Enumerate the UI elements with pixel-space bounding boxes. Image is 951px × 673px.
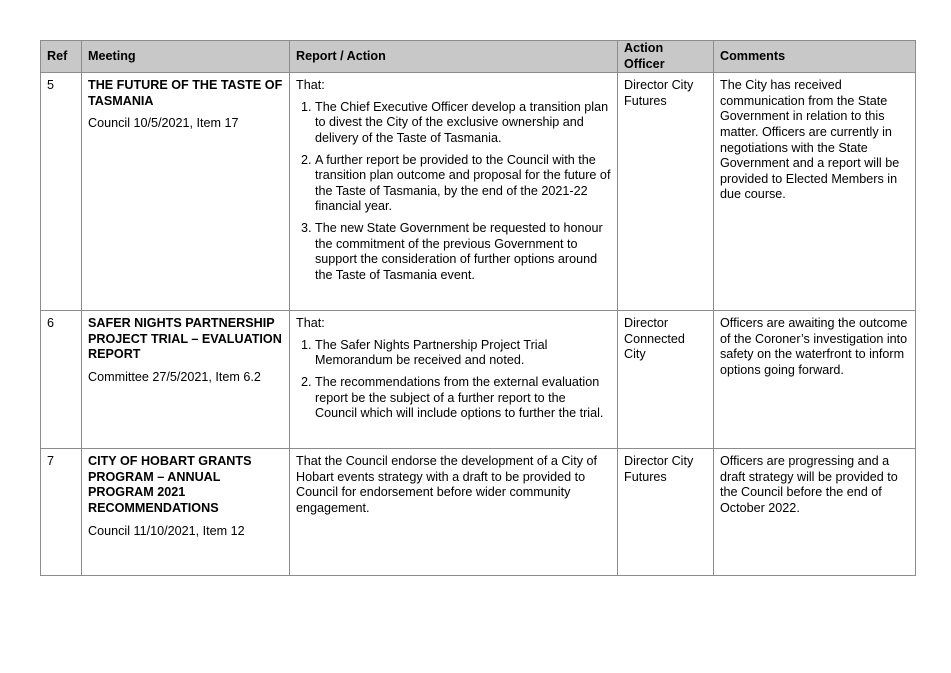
table-row	[41, 449, 916, 576]
header-action-officer-line1: Action	[624, 41, 664, 55]
report-intro: That:	[296, 78, 325, 93]
report-item: 3. The new State Government be requested to honour the commitment of the previous Government to support the consideration of further options around the Taste of Tasmania event.	[315, 221, 611, 283]
meeting-reference: Council 10/5/2021, Item 17	[88, 116, 239, 131]
meeting-title: CITY OF HOBART GRANTS PROGRAM – ANNUAL PROGRAM 2021 RECOMMENDATIONS	[88, 454, 252, 515]
cell-meeting	[82, 311, 290, 449]
header-report-action: Report / Action	[290, 41, 618, 73]
meeting-reference: Council 11/10/2021, Item 12	[88, 523, 245, 538]
cell-report-action	[290, 73, 618, 311]
cell-action-officer: Director Connected City	[618, 311, 714, 449]
report-intro: That:	[296, 316, 325, 331]
header-ref: Ref	[41, 41, 82, 73]
cell-report-action: That the Council endorse the development of a City of Hobart events strategy with a draft to be provided to Council for endorsement before wider community engagement.	[290, 449, 618, 576]
cell-comments: Officers are awaiting the outcome of the Coroner’s investigation into safety on the waterfront to inform options going forward.	[714, 311, 916, 449]
cell-ref: 6	[41, 311, 82, 449]
header-comments: Comments	[714, 41, 916, 73]
report-item-list	[296, 100, 611, 284]
cell-meeting	[82, 73, 290, 311]
action-items-table	[40, 40, 916, 576]
header-action-officer-line2: Officer	[624, 56, 665, 71]
report-item-list	[296, 338, 611, 422]
table-row	[41, 73, 916, 311]
cell-ref: 5	[41, 73, 82, 311]
table-row	[41, 311, 916, 449]
report-item: 2. The recommendations from the external evaluation report be the subject of a further report to the Council which will include options to further the trial.	[315, 375, 611, 422]
table-header-row	[41, 41, 916, 73]
report-item: 1. The Chief Executive Officer develop a transition plan to divest the City of the exclusive ownership and delivery of the Taste of Tasmania.	[315, 100, 611, 147]
cell-action-officer: Director City Futures	[618, 73, 714, 311]
meeting-reference: Committee 27/5/2021, Item 6.2	[88, 369, 261, 384]
cell-ref: 7	[41, 449, 82, 576]
report-item: 2. A further report be provided to the Council with the transition plan outcome and proposal for the future of the Taste of Tasmania, by the end of the 2021-22 financial year.	[315, 153, 611, 215]
cell-meeting	[82, 449, 290, 576]
cell-report-action	[290, 311, 618, 449]
meeting-title: SAFER NIGHTS PARTNERSHIP PROJECT TRIAL – EVALUATION REPORT	[88, 316, 282, 362]
cell-comments: The City has received communication from the State Government in relation to this matter. Officers are currently in negotiations with the State Government and a report will be provided to Elected Members in due course.	[714, 73, 916, 311]
header-action-officer	[618, 41, 714, 73]
cell-comments: Officers are progressing and a draft strategy will be provided to the Council before the end of October 2022.	[714, 449, 916, 576]
cell-action-officer: Director City Futures	[618, 449, 714, 576]
header-meeting: Meeting	[82, 41, 290, 73]
meeting-title: THE FUTURE OF THE TASTE OF TASMANIA	[88, 78, 283, 108]
report-item: 1. The Safer Nights Partnership Project Trial Memorandum be received and noted.	[315, 338, 611, 369]
